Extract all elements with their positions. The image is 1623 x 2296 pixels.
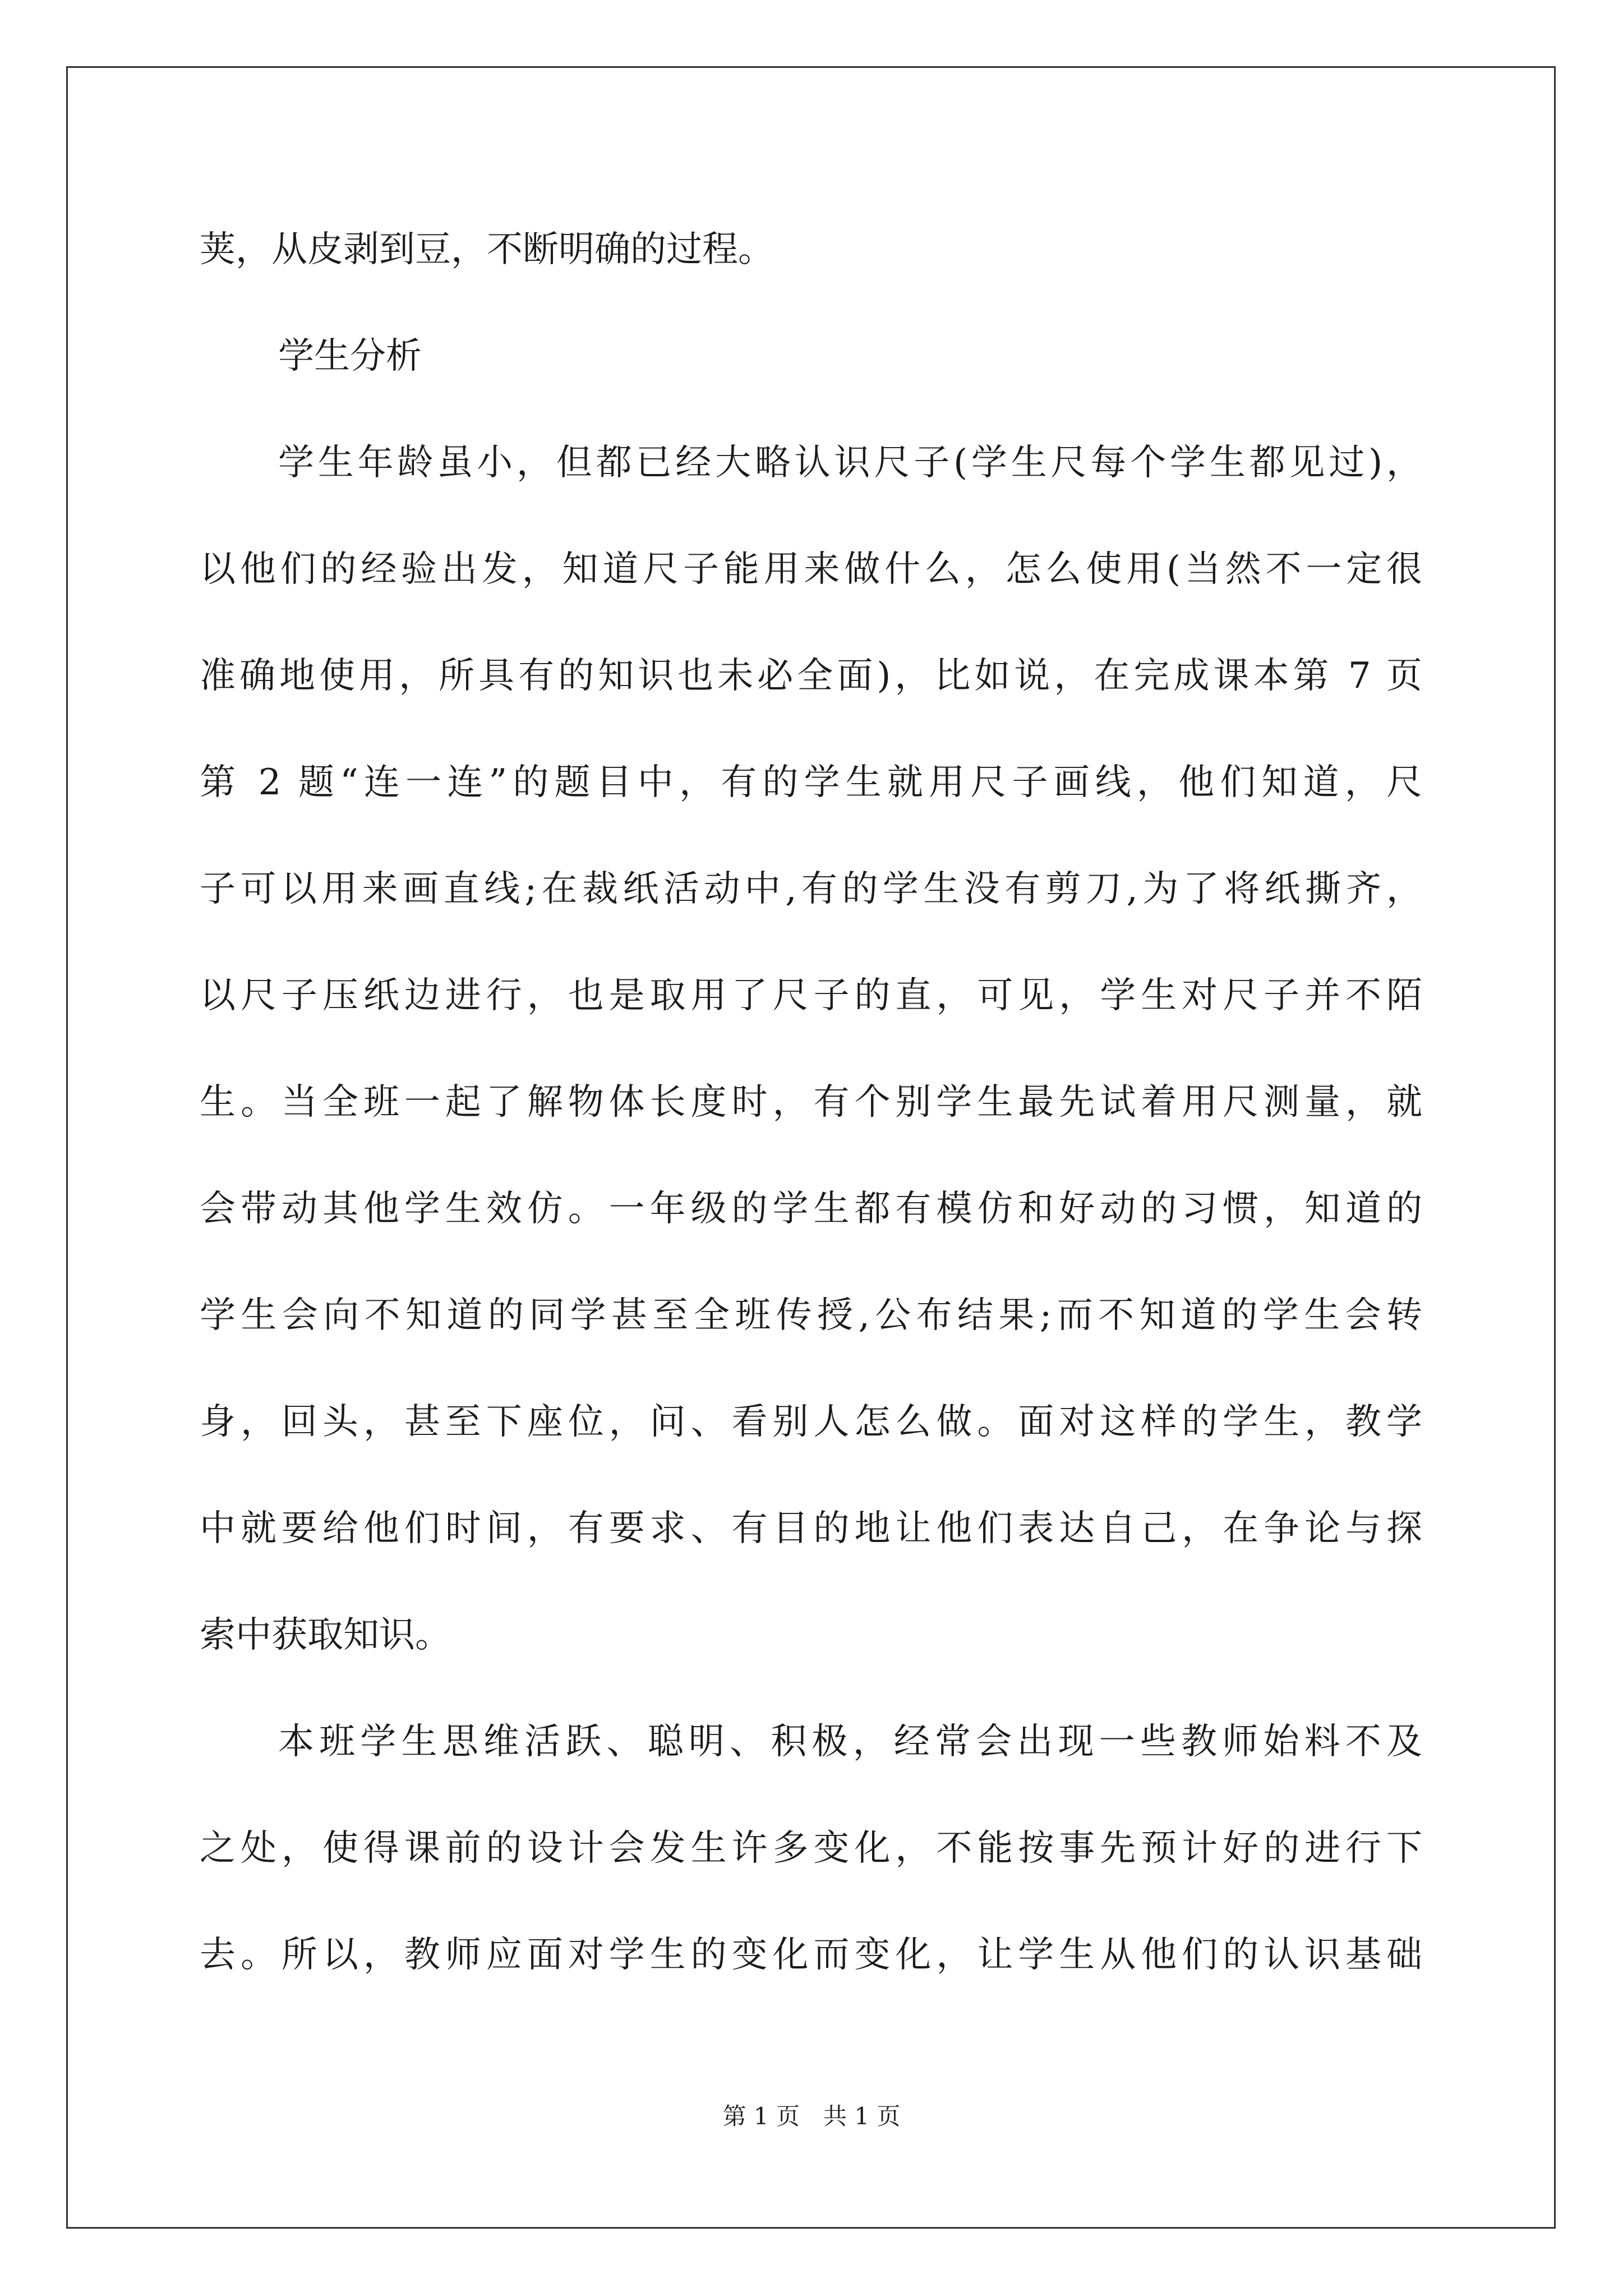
paragraph-line: 索中获取知识。: [200, 1614, 451, 1656]
paragraph-line: 第 2 题“连一连”的题目中，有的学生就用尺子画线，他们知道，尺: [200, 762, 1422, 803]
paragraph-line: 学生会向不知道的同学甚至全班传授,公布结果;而不知道的学生会转: [200, 1295, 1422, 1336]
paragraph-line: 中就要给他们时间，有要求、有目的地让他们表达自己，在争论与探: [200, 1508, 1422, 1549]
paragraph-line: 身，回头，甚至下座位，问、看别人怎么做。面对这样的学生，教学: [200, 1401, 1422, 1443]
paragraph-line: 生。当全班一起了解物体长度时，有个别学生最先试着用尺测量，就: [200, 1082, 1422, 1123]
section-heading: 学生分析: [278, 335, 422, 377]
paragraph-line: 会带动其他学生效仿。一年级的学生都有模仿和好动的习惯，知道的: [200, 1188, 1422, 1230]
paragraph-line: 以他们的经验出发，知道尺子能用来做什么，怎么使用(当然不一定很: [200, 549, 1422, 590]
paragraph-line: 荚，从皮剥到豆，不断明确的过程。: [200, 229, 774, 270]
paragraph-line: 子可以用来画直线;在裁纸活动中,有的学生没有剪刀,为了将纸撕齐，: [200, 868, 1422, 910]
page-footer: 第 1 页 共 1 页: [722, 2102, 901, 2130]
paragraph-line: 本班学生思维活跃、聪明、积极，经常会出现一些教师始料不及: [278, 1721, 1422, 1763]
paragraph-line: 去。所以，教师应面对学生的变化而变化，让学生从他们的认识基础: [200, 1934, 1422, 1976]
paragraph-line: 以尺子压纸边进行，也是取用了尺子的直，可见，学生对尺子并不陌: [200, 975, 1422, 1016]
paragraph-line: 学生年龄虽小，但都已经大略认识尺子(学生尺每个学生都见过)，: [278, 442, 1422, 484]
paragraph-line: 之处，使得课前的设计会发生许多变化，不能按事先预计好的进行下: [200, 1828, 1422, 1869]
paragraph-line: 准确地使用，所具有的知识也未必全面)，比如说，在完成课本第 7 页: [200, 655, 1422, 697]
